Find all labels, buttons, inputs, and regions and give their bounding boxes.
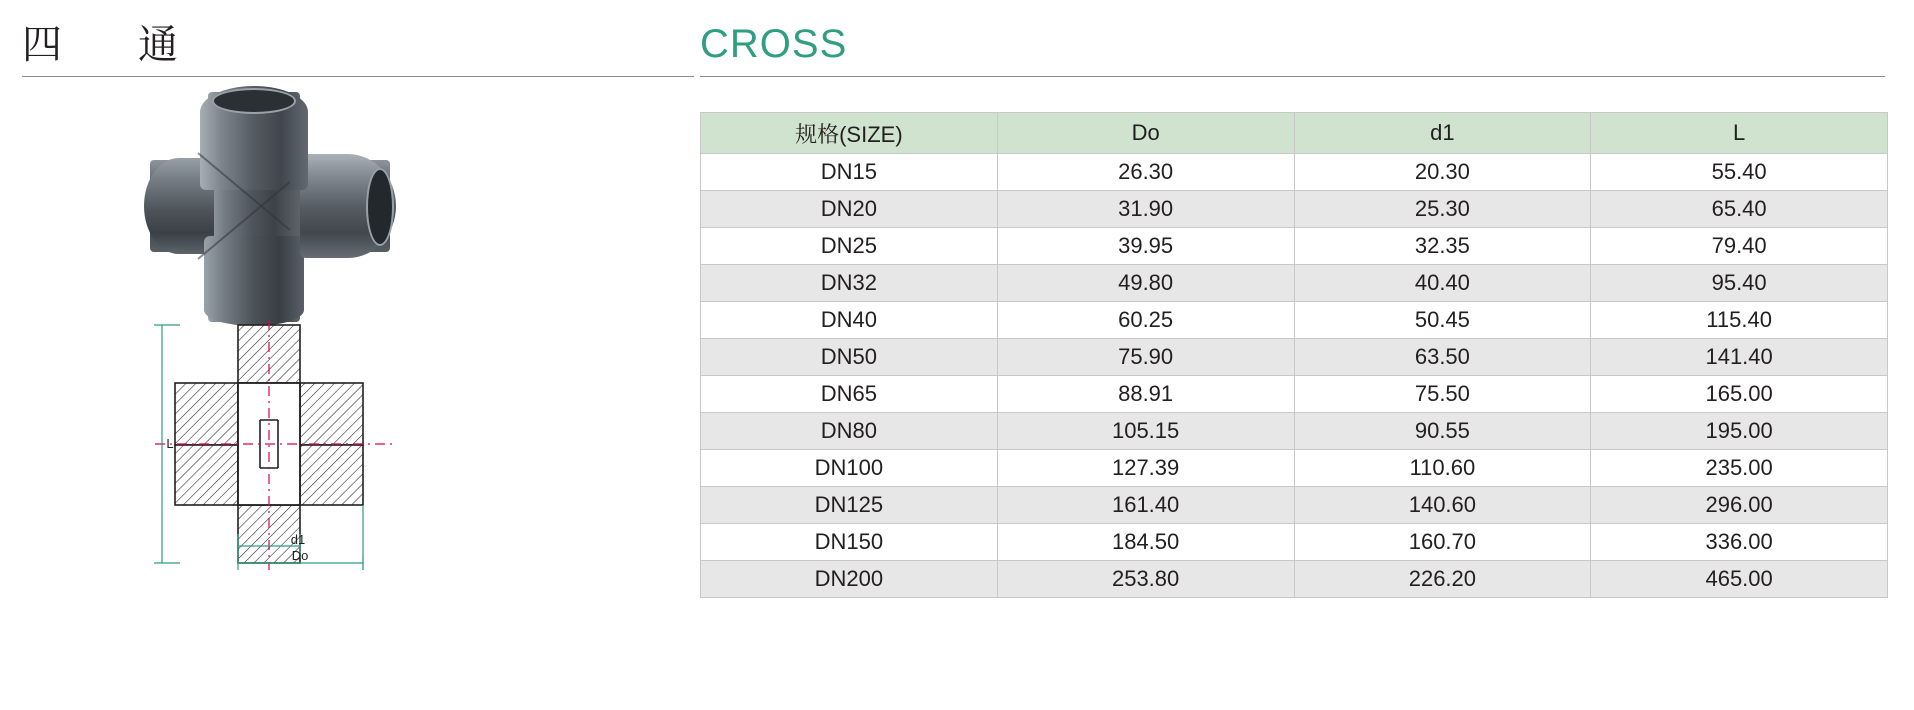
- cell-l: 195.00: [1591, 413, 1888, 450]
- left-panel: [0, 0, 700, 710]
- photo-right-socket-bore: [366, 168, 394, 246]
- table-row: [701, 339, 1888, 376]
- cell-d1: 160.70: [1294, 524, 1591, 561]
- photo-top-socket-bore: [212, 88, 296, 114]
- cell-do: 49.80: [997, 265, 1294, 302]
- cell-size: DN50: [701, 339, 998, 376]
- cell-size: DN15: [701, 154, 998, 191]
- cell-do: 75.90: [997, 339, 1294, 376]
- cell-do: 161.40: [997, 487, 1294, 524]
- cell-d1: 40.40: [1294, 265, 1591, 302]
- cell-l: 235.00: [1591, 450, 1888, 487]
- table-row: [701, 524, 1888, 561]
- cell-do: 26.30: [997, 154, 1294, 191]
- cell-l: 65.40: [1591, 191, 1888, 228]
- specification-table-wrapper: [700, 112, 1888, 598]
- cell-do: 253.80: [997, 561, 1294, 598]
- cell-l: 465.00: [1591, 561, 1888, 598]
- cell-do: 60.25: [997, 302, 1294, 339]
- cell-size: DN150: [701, 524, 998, 561]
- cell-size: DN32: [701, 265, 998, 302]
- cell-d1: 50.45: [1294, 302, 1591, 339]
- dimension-label-L: L: [166, 436, 174, 451]
- column-header-d1: d1: [1294, 113, 1591, 154]
- title-divider-right: [700, 76, 1885, 77]
- cell-l: 336.00: [1591, 524, 1888, 561]
- page-title-english: CROSS: [700, 22, 848, 66]
- cell-l: 115.40: [1591, 302, 1888, 339]
- table-row: [701, 302, 1888, 339]
- cell-size: DN65: [701, 376, 998, 413]
- cell-d1: 75.50: [1294, 376, 1591, 413]
- cell-size: DN80: [701, 413, 998, 450]
- table-head: [701, 113, 1888, 154]
- photo-bottom-socket: [204, 236, 304, 326]
- table-row: [701, 265, 1888, 302]
- table-row: [701, 487, 1888, 524]
- cell-d1: 226.20: [1294, 561, 1591, 598]
- column-header-do: Do: [997, 113, 1294, 154]
- cell-l: 296.00: [1591, 487, 1888, 524]
- cell-l: 165.00: [1591, 376, 1888, 413]
- cell-d1: 63.50: [1294, 339, 1591, 376]
- cell-l: 95.40: [1591, 265, 1888, 302]
- table-row: [701, 376, 1888, 413]
- table-row: [701, 228, 1888, 265]
- cell-size: DN40: [701, 302, 998, 339]
- cell-d1: 25.30: [1294, 191, 1591, 228]
- dimension-label-Do: Do: [291, 548, 309, 563]
- specification-table: [700, 112, 1888, 598]
- title-divider-left: [22, 76, 694, 77]
- cell-l: 55.40: [1591, 154, 1888, 191]
- cell-d1: 140.60: [1294, 487, 1591, 524]
- cell-l: 79.40: [1591, 228, 1888, 265]
- cell-d1: 20.30: [1294, 154, 1591, 191]
- page-title-chinese: 四 通: [22, 22, 196, 68]
- cell-size: DN25: [701, 228, 998, 265]
- table-body: [701, 154, 1888, 598]
- cell-d1: 90.55: [1294, 413, 1591, 450]
- column-header-size: 规格(SIZE): [701, 113, 998, 154]
- cell-do: 31.90: [997, 191, 1294, 228]
- cell-size: DN20: [701, 191, 998, 228]
- cell-d1: 32.35: [1294, 228, 1591, 265]
- cell-do: 184.50: [997, 524, 1294, 561]
- cell-do: 39.95: [997, 228, 1294, 265]
- table-row: [701, 450, 1888, 487]
- table-header-row: [701, 113, 1888, 154]
- cell-size: DN200: [701, 561, 998, 598]
- column-header-l: L: [1591, 113, 1888, 154]
- cell-do: 88.91: [997, 376, 1294, 413]
- cell-do: 105.15: [997, 413, 1294, 450]
- table-row: [701, 413, 1888, 450]
- dimension-label-d1: d1: [290, 532, 306, 547]
- product-photo-cross-fitting: [140, 86, 400, 326]
- cell-l: 141.40: [1591, 339, 1888, 376]
- technical-drawing: [150, 320, 420, 570]
- right-panel: [700, 0, 1914, 710]
- table-row: [701, 561, 1888, 598]
- cell-d1: 110.60: [1294, 450, 1591, 487]
- table-row: [701, 154, 1888, 191]
- table-row: [701, 191, 1888, 228]
- cell-size: DN100: [701, 450, 998, 487]
- cell-size: DN125: [701, 487, 998, 524]
- cell-do: 127.39: [997, 450, 1294, 487]
